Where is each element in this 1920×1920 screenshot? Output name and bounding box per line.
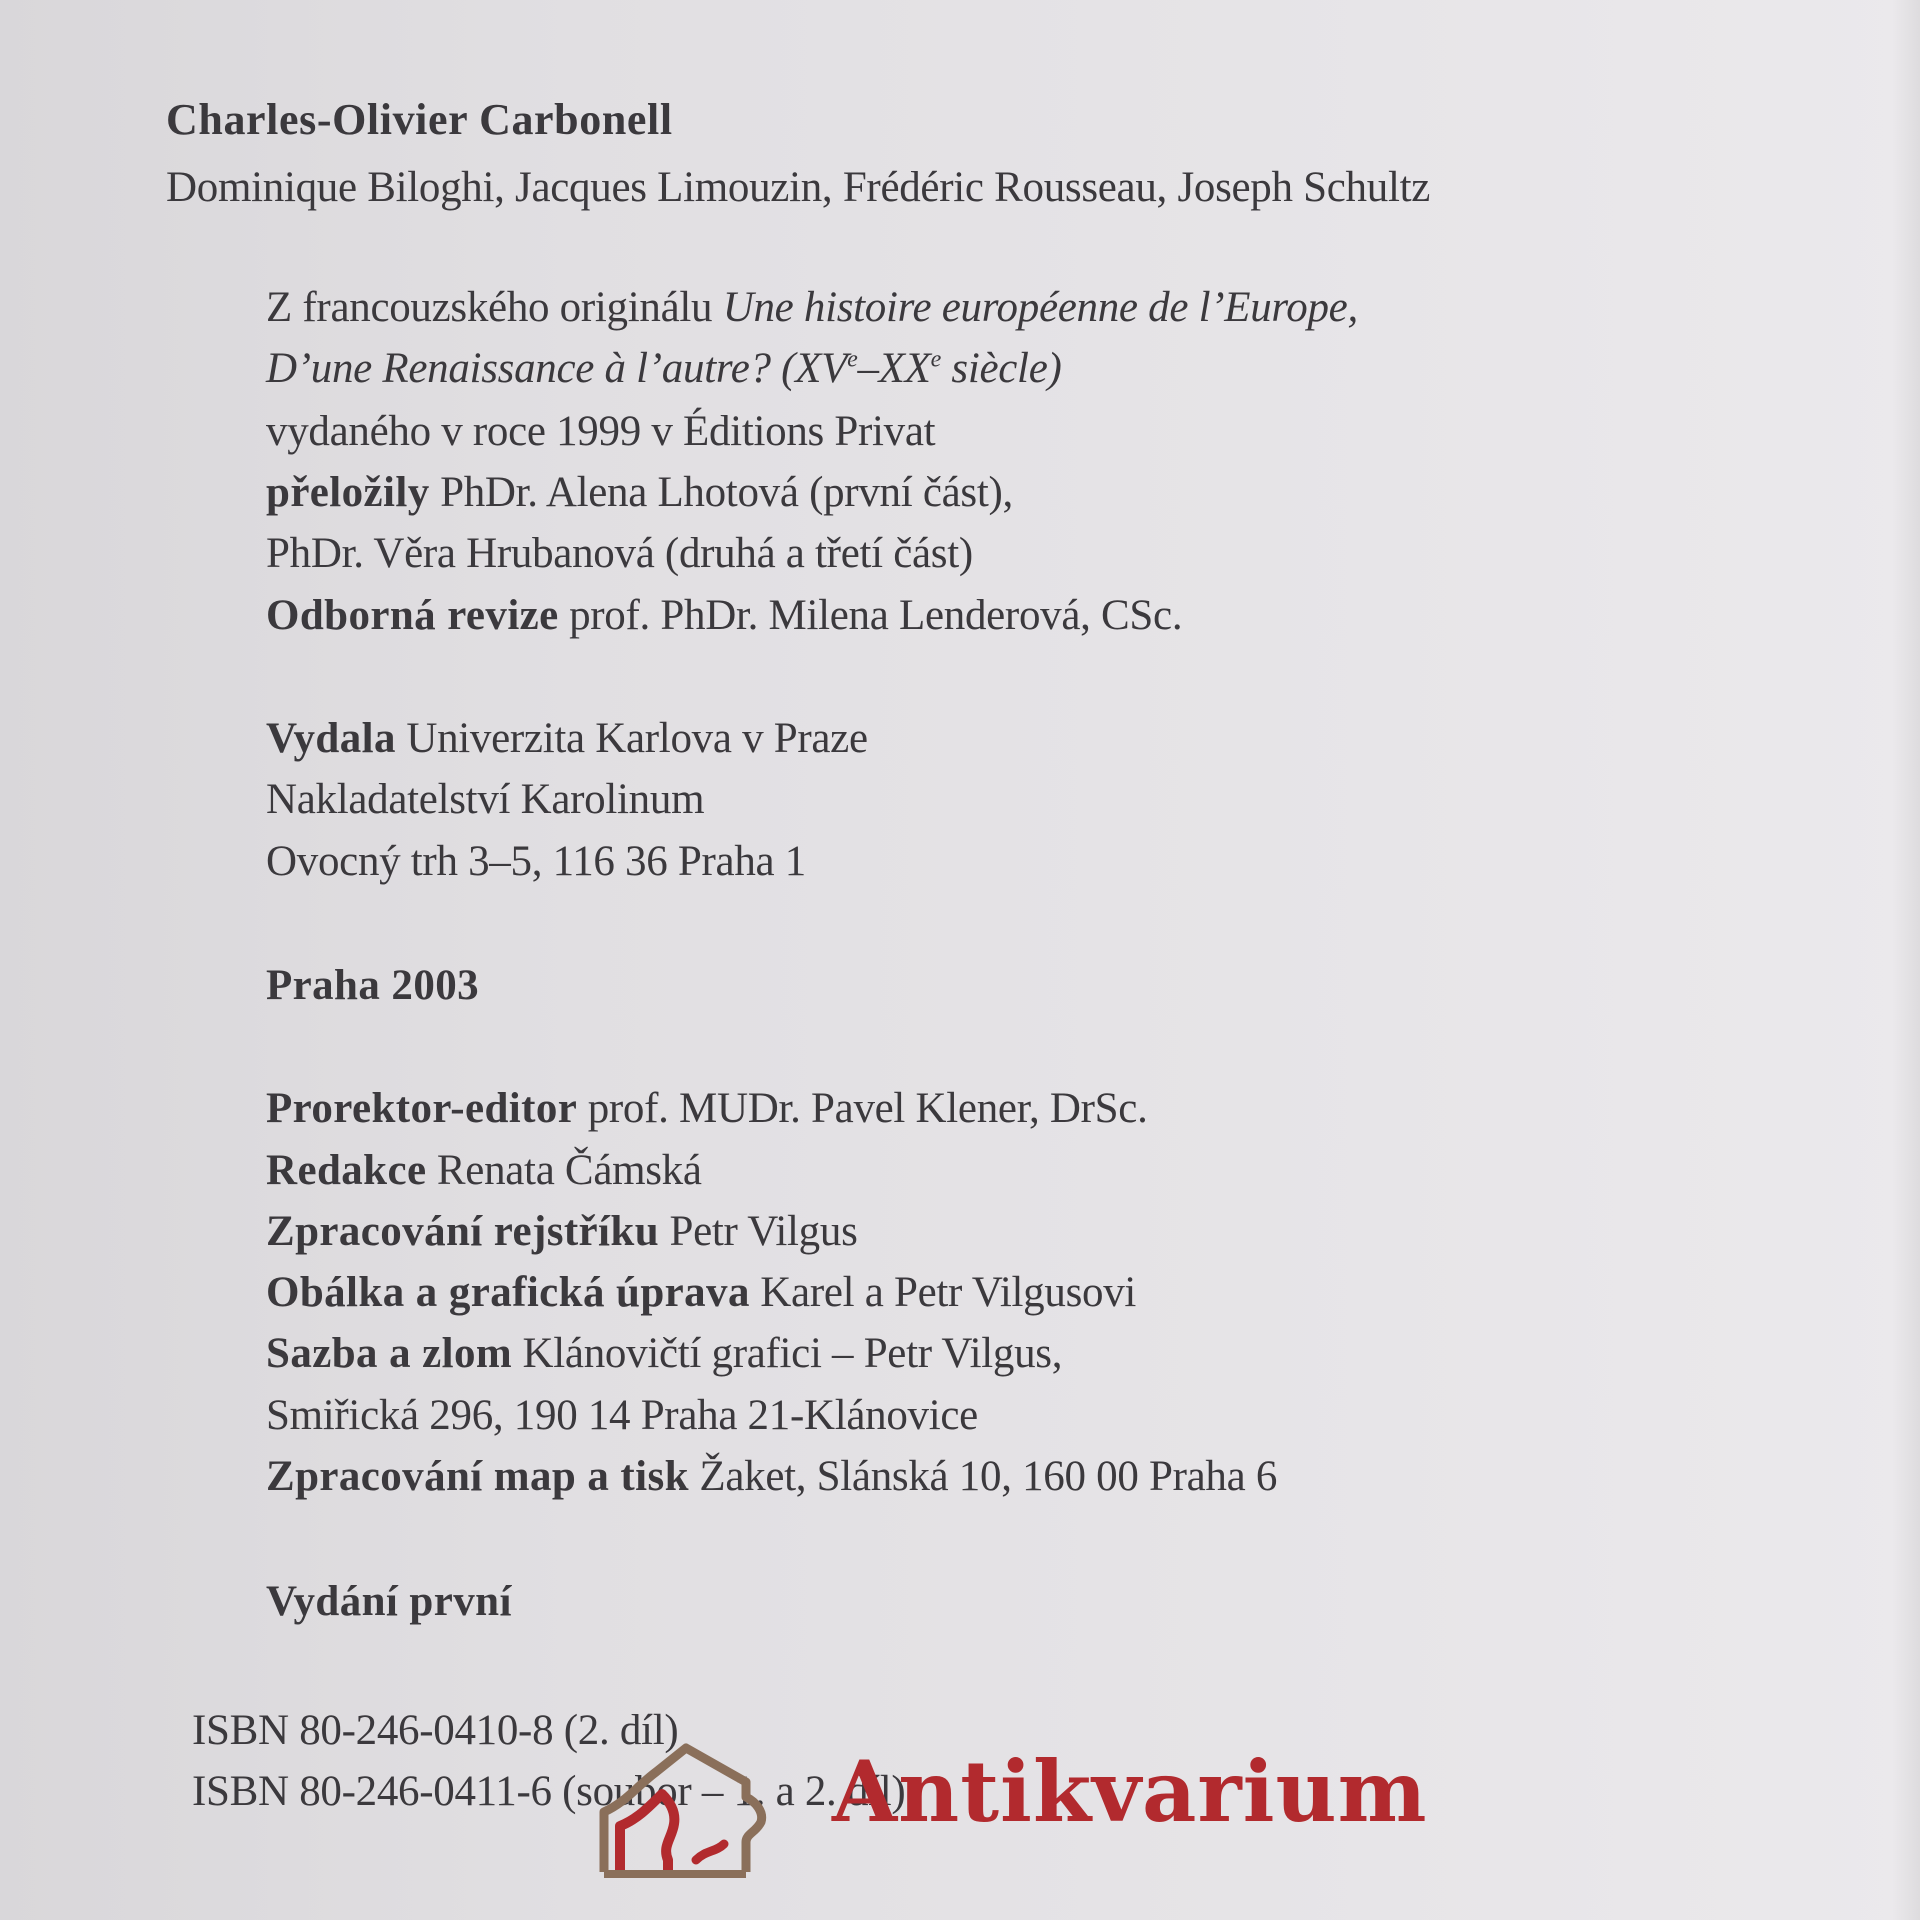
revision-line: [266, 594, 1182, 637]
publisher-line-1: [266, 717, 868, 760]
translators-label: přeložily: [266, 469, 430, 516]
original-title-italic-2: D’une Renaissance à l’autre? (XV: [266, 345, 848, 392]
original-title-italic-3: –XX: [857, 345, 931, 392]
credit-line: [266, 1455, 1277, 1498]
credit-label: Sazba a zlom: [266, 1330, 513, 1377]
original-title-italic-1: Une histoire européenne de l’Europe,: [722, 284, 1358, 331]
credit-line: [266, 1332, 1062, 1375]
credit-label: Zpracování rejstříku: [266, 1208, 660, 1255]
coauthors: Dominique Biloghi, Jacques Limouzin, Frédéric Rousseau, Joseph Schultz: [166, 164, 1431, 211]
credit-line: [266, 1394, 978, 1437]
original-title-intro: Z francouzského originálu: [266, 284, 723, 331]
credit-line: [266, 1087, 1148, 1130]
translators-line-1: [266, 471, 1013, 514]
credit-line: [266, 1149, 702, 1192]
credit-label: Redakce: [266, 1147, 427, 1194]
credit-value: Smiřická 296, 190 14 Praha 21-Klánovice: [266, 1392, 978, 1439]
antikvarium-logo-icon: [596, 1742, 796, 1882]
original-title-line-2: [266, 347, 1062, 390]
revision-value: prof. PhDr. Milena Lenderová, CSc.: [558, 592, 1183, 639]
credit-value: Klánovičtí grafici – Petr Vilgus,: [512, 1330, 1063, 1377]
original-title-italic-4: siècle): [940, 345, 1062, 392]
original-publication-line: vydaného v roce 1999 v Éditions Privat: [266, 408, 936, 455]
credit-value: Petr Vilgus: [659, 1208, 858, 1255]
publisher-line-2: Nakladatelství Karolinum: [266, 776, 705, 823]
original-title-line-1: [266, 286, 1358, 329]
superscript-1: e: [847, 346, 858, 373]
isbn-line: ISBN 80-246-0410-8 (2. díl): [192, 1707, 679, 1754]
publisher-value: Univerzita Karlova v Praze: [395, 715, 868, 762]
credit-line: [266, 1210, 858, 1253]
translators-value: PhDr. Alena Lhotová (první část),: [429, 469, 1013, 516]
credit-label: Obálka a grafická úprava: [266, 1269, 750, 1316]
place-year: Praha 2003: [266, 962, 480, 1009]
antikvarium-watermark: [596, 1742, 1428, 1882]
revision-label: Odborná revize: [266, 592, 559, 639]
credit-label: Zpracování map a tisk: [266, 1453, 689, 1500]
isbn-line: ISBN 80-246-0411-6 (soubor – 1. a 2. díl): [192, 1768, 906, 1815]
translators-line-2: PhDr. Věra Hrubanová (druhá a třetí část): [266, 530, 973, 577]
credit-value: Renata Čámská: [426, 1147, 702, 1194]
publisher-address: Ovocný trh 3–5, 116 36 Praha 1: [266, 838, 806, 885]
author-name: Charles-Olivier Carbonell: [166, 95, 673, 144]
page-edge-shadow: [1892, 0, 1920, 1920]
credit-value: Karel a Petr Vilgusovi: [749, 1269, 1137, 1316]
credit-value: prof. MUDr. Pavel Klener, DrSc.: [577, 1085, 1148, 1132]
edition: Vydání první: [266, 1578, 512, 1625]
antikvarium-logo-text: Antikvarium: [832, 1742, 1428, 1841]
credit-label: Prorektor-editor: [266, 1085, 578, 1132]
superscript-2: e: [930, 346, 941, 373]
credit-value: Žaket, Slánská 10, 160 00 Praha 6: [688, 1453, 1278, 1500]
publisher-label: Vydala: [266, 715, 396, 762]
credit-line: [266, 1271, 1136, 1314]
